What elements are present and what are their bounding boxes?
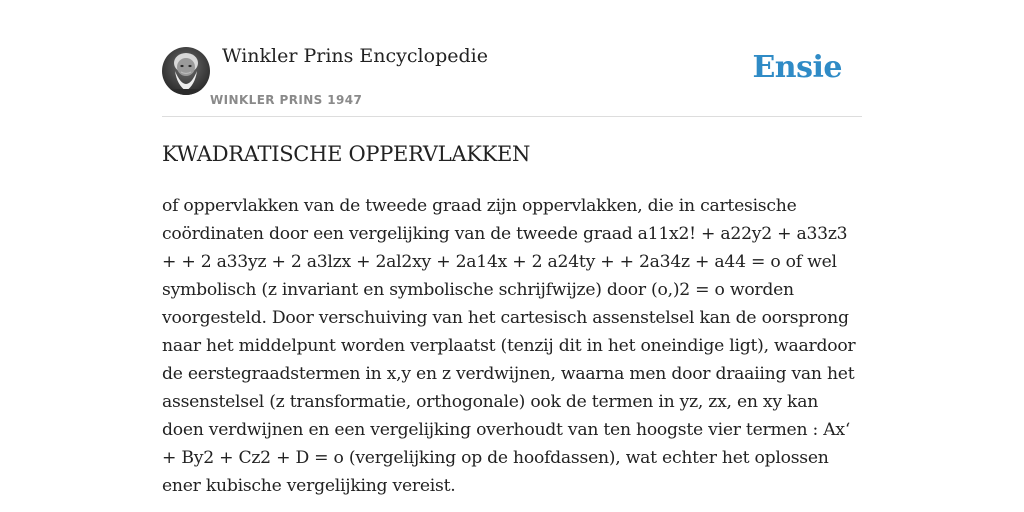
site-header [162, 0, 862, 117]
page [162, 0, 862, 496]
author-portrait-icon[interactable] [162, 47, 210, 95]
article-title: KWADRATISCHE OPPERVLAKKEN [162, 142, 531, 166]
ensie-logo[interactable]: Ensie [752, 50, 842, 85]
site-title[interactable]: Winkler Prins Encyclopedie [222, 45, 488, 67]
article-body: of oppervlakken van de tweede graad zijn oppervlakken, die in cartesische coördinaten door een vergelijking van de tweede graad a11x2! + a22y2 + a33z3 + + 2 a33yz + 2 a3lzx + 2al2xy + 2a14x + 2 a24ty + + 2a34z + a44 = o of wel symbolisch (z invariant en symbolische schrijfwijze) door (o,)2 = o worden voorgesteld. Door verschuiving van het cartesisch assenstelsel kan de oorsprong naar het middelpunt worden verplaatst (tenzij dit in het oneindige ligt), waardoor de eerstegraadstermen in x,y en z verdwijnen, waarna men door draaiing van het assenstelsel (z transformatie, orthogonale) ook de termen in yz, zx, en xy kan doen verdwijnen en een vergelijking overhoudt van ten hoogste vier termen : Ax‘ + By2 + Cz2 + D = o (vergelijking op de hoofdassen), wat echter het oplossen ener kubische vergelijking vereist. [162, 196, 856, 496]
edition-label[interactable]: WINKLER PRINS 1947 [210, 93, 363, 107]
author-portrait-image [162, 47, 210, 95]
